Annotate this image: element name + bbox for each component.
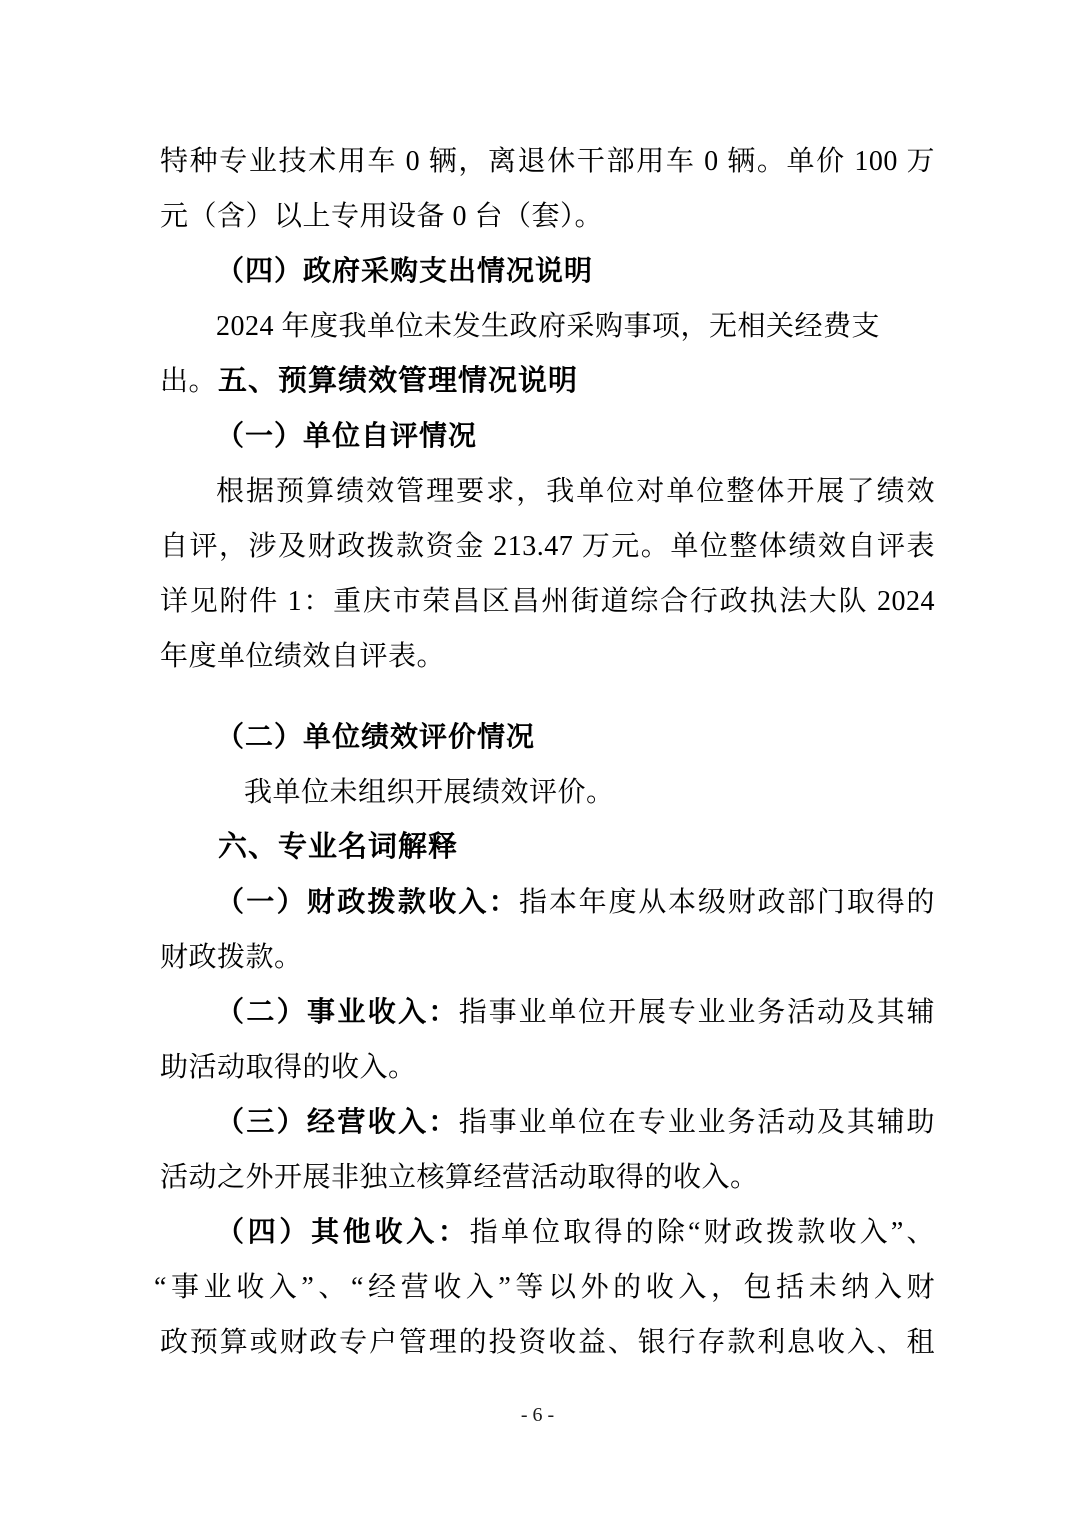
term-text: 指本年度从本级财政部门取得的 <box>519 887 935 918</box>
subheading-self-evaluation: （一）单位自评情况 <box>216 421 478 452</box>
subheading-performance-evaluation: （二）单位绩效评价情况 <box>216 722 536 753</box>
term-text: 指事业单位开展专业业务活动及其辅 <box>458 997 935 1028</box>
term-line-fiscal-appropriation-2: 财政拨款。 <box>160 942 303 973</box>
body-line-equipment: 元（含）以上专用设备 0 台（套）。 <box>160 201 604 232</box>
page-number: - 6 - <box>520 1404 555 1426</box>
term-line-fiscal-appropriation <box>160 875 935 930</box>
body-line-no-evaluation: 我单位未组织开展绩效评价。 <box>244 777 615 808</box>
document-body <box>154 134 935 1370</box>
subheading-gov-procurement: （四）政府采购支出情况说明 <box>216 256 594 287</box>
term-line-business-income <box>160 1095 935 1150</box>
body-line-self-eval-1: 根据预算绩效管理要求，我单位对单位整体开展了绩效 <box>216 476 935 507</box>
term-line-operating-income-2: 助活动取得的收入。 <box>160 1052 417 1083</box>
body-line-procurement-note: 2024 年度我单位未发生政府采购事项，无相关经费支出。 <box>160 311 881 397</box>
body-line-vehicles-continued: 特种专业技术用车 0 辆，离退休干部用车 0 辆。单价 100 万 <box>160 146 935 177</box>
body-line-self-eval-3: 详见附件 1：重庆市荣昌区昌州街道综合行政执法大队 2024 <box>160 586 935 617</box>
term-line-operating-income <box>160 985 935 1040</box>
term-name-operating-income: （二）事业收入： <box>216 997 459 1028</box>
term-text: 指事业单位在专业业务活动及其辅助 <box>458 1107 935 1138</box>
heading-terminology: 六、专业名词解释 <box>218 831 459 863</box>
body-line-self-eval-4: 年度单位绩效自评表。 <box>160 641 446 672</box>
heading-budget-performance: 五、预算绩效管理情况说明 <box>218 365 579 397</box>
term-name-fiscal-appropriation: （一）财政拨款收入： <box>216 887 520 918</box>
term-line-other-income-2: “事业收入”、“经营收入”等以外的收入，包括未纳入财 <box>154 1272 935 1303</box>
term-name-other-income: （四）其他收入： <box>216 1217 470 1248</box>
term-line-other-income-3: 政预算或财政专户管理的投资收益、银行存款利息收入、租 <box>160 1327 935 1358</box>
term-name-business-income: （三）经营收入： <box>216 1107 459 1138</box>
term-text: 指单位取得的除“财政拨款收入”、 <box>469 1217 935 1248</box>
term-line-business-income-2: 活动之外开展非独立核算经营活动取得的收入。 <box>160 1162 759 1193</box>
body-line-self-eval-2: 自评，涉及财政拨款资金 213.47 万元。单位整体绩效自评表 <box>160 531 935 562</box>
term-line-other-income <box>160 1205 935 1260</box>
